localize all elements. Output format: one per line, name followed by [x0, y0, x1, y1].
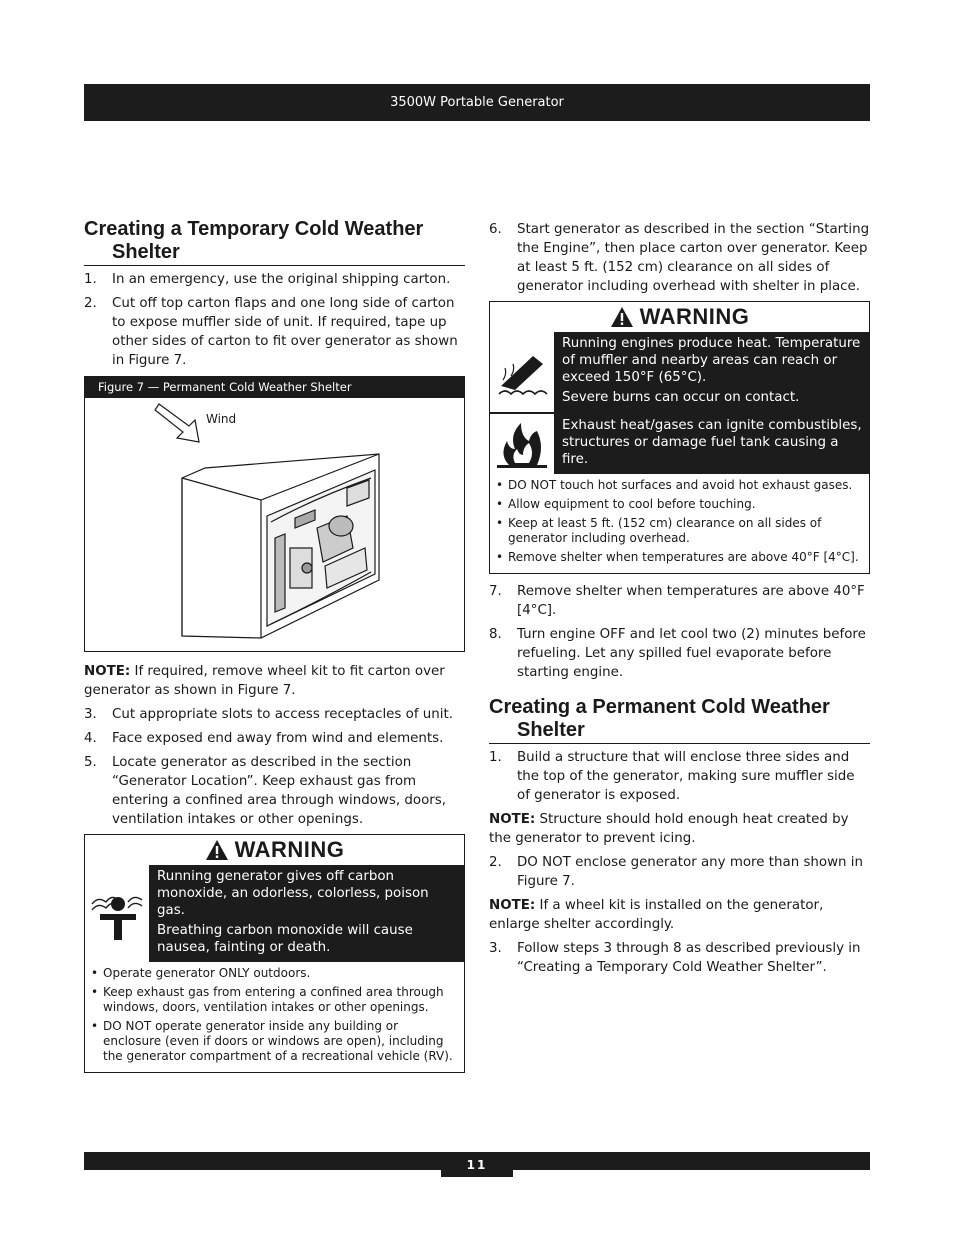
- warning-text: Running engines produce heat. Temperature of muffler and nearby areas can reach or exceed 150°F (65°C). Severe burns can occur on contact.: [562, 336, 861, 405]
- list-item: • Allow equipment to cool before touching.: [494, 497, 865, 512]
- list-item: 4. Face exposed end away from wind and elements.: [84, 731, 444, 746]
- list-item: • DO NOT touch hot surfaces and avoid hot exhaust gases.: [494, 478, 865, 493]
- warning-hazard-row: [85, 865, 464, 962]
- wind-arrow-icon: [155, 404, 199, 442]
- fire-icon: [493, 419, 551, 469]
- warning-text: Exhaust heat/gases can ignite combustibles, structures or damage fuel tank causing a fire.: [562, 418, 862, 467]
- right-column: [489, 220, 870, 982]
- warning-text: Running generator gives off carbon monoxide, an odorless, colorless, poison gas. Breathing carbon monoxide will cause nausea, fainting or death.: [157, 869, 429, 955]
- note-paragraph: NOTE: If a wheel kit is installed on the generator, enlarge shelter accordingly.: [489, 898, 824, 932]
- list-item: 7. Remove shelter when temperatures are above 40°F [4°C].: [489, 584, 865, 618]
- list-item: 1. Build a structure that will enclose three sides and the top of the generator, making sure muffler side of generator is exposed.: [489, 750, 855, 803]
- warning-box-carbon-monoxide: [84, 834, 465, 1073]
- generator-shelter-drawing: [85, 398, 464, 651]
- steps-list: [489, 582, 870, 682]
- list-item: 5. Locate generator as described in the section “Generator Location”. Keep exhaust gas from entering a confined area through windows, doors, ventilation intakes or other openings.: [84, 755, 447, 827]
- section-heading-permanent: Creating a Permanent Cold Weather Shelter: [489, 696, 870, 744]
- steps-list: [489, 853, 870, 891]
- warning-triangle-icon: [205, 839, 229, 861]
- figure-7: [84, 376, 465, 652]
- list-item: 3. Cut appropriate slots to access receptacles of unit.: [84, 707, 454, 722]
- list-item: • Remove shelter when temperatures are above 40°F [4°C].: [494, 550, 865, 565]
- hot-surface-icon: [493, 346, 551, 398]
- list-item: • Keep exhaust gas from entering a confined area through windows, doors, ventilation intakes or other openings.: [89, 985, 460, 1015]
- list-item: • DO NOT operate generator inside any building or enclosure (even if doors or windows are open), including the generator compartment of a recreational vehicle (RV).: [89, 1019, 460, 1064]
- figure-caption: Figure 7 — Permanent Cold Weather Shelter: [85, 377, 464, 398]
- left-column: [84, 218, 465, 1081]
- section-heading-temporary: Creating a Temporary Cold Weather Shelter: [84, 218, 465, 266]
- page-number: 11: [441, 1152, 513, 1177]
- figure-illustration: [85, 398, 464, 651]
- list-item: • Operate generator ONLY outdoors.: [89, 966, 460, 981]
- warning-heading: WARNING: [490, 302, 869, 332]
- steps-list: [489, 939, 870, 977]
- list-item: 3. Follow steps 3 through 8 as described previously in “Creating a Temporary Cold Weather Shelter”.: [489, 941, 861, 975]
- warning-bullets: [490, 474, 869, 573]
- warning-triangle-icon: [610, 306, 634, 328]
- note-paragraph: NOTE: Structure should hold enough heat created by the generator to prevent icing.: [489, 812, 849, 846]
- note-paragraph: NOTE: If required, remove wheel kit to fit carton over generator as shown in Figure 7.: [84, 664, 445, 698]
- list-item: 2. Cut off top carton flaps and one long side of carton to expose muffler side of unit. If required, tape up other sides of carton to fit over generator as shown in Figure 7.: [84, 296, 458, 368]
- document-title: 3500W Portable Generator: [390, 95, 564, 110]
- list-item: 8. Turn engine OFF and let cool two (2) minutes before refueling. Let any spilled fuel evaporate before starting engine.: [489, 627, 866, 680]
- warning-heading: WARNING: [85, 835, 464, 865]
- warning-bullets: [85, 962, 464, 1072]
- steps-list: [489, 748, 870, 805]
- warning-hazard-row-heat: [490, 332, 869, 412]
- steps-list: [489, 220, 870, 296]
- wind-label: Wind: [206, 412, 237, 426]
- toxic-fumes-icon: [85, 865, 151, 962]
- list-item: • Keep at least 5 ft. (152 cm) clearance on all sides of generator including overhead.: [494, 516, 865, 546]
- list-item: 6. Start generator as described in the section “Starting the Engine”, then place carton over generator. Keep at least 5 ft. (152 cm) clearance on all sides of generator including overhead with shelter in place.: [489, 222, 870, 294]
- list-item: 2. DO NOT enclose generator any more than shown in Figure 7.: [489, 855, 864, 889]
- list-item: 1. In an emergency, use the original shipping carton.: [84, 272, 451, 287]
- warning-hazard-row-fire: [490, 412, 869, 474]
- steps-list: [84, 705, 465, 829]
- header-bar: [84, 84, 870, 121]
- steps-list: [84, 270, 465, 370]
- warning-box-heat: [489, 301, 870, 574]
